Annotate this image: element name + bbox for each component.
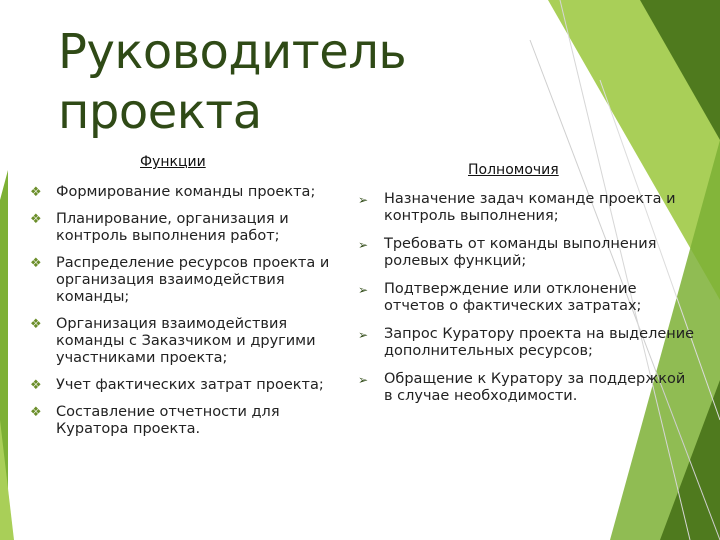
list-item [30,377,350,394]
list-item [358,281,698,315]
power-text: Подтверждение или отклонение отчетов о фактических затратах; [384,281,642,314]
diamond-bullet-icon: ❖ [30,317,42,332]
list-item [30,404,350,438]
power-text: Требовать от команды выполнения ролевых функций; [384,236,657,269]
list-item [30,184,350,201]
powers-header: Полномочия [468,162,559,178]
function-text: Составление отчетности для Куратора проекта. [56,404,280,437]
power-text: Назначение задач команде проекта и контроль выполнения; [384,191,676,224]
title-line-1: Руководитель [58,24,407,80]
diamond-bullet-icon: ❖ [30,405,42,420]
list-item [358,371,698,405]
arrow-bullet-icon: ➢ [358,373,369,387]
list-item [358,326,698,360]
function-text: Распределение ресурсов проекта и организация взаимодействия команды; [56,255,330,305]
power-text: Обращение к Куратору за поддержкой в случае необходимости. [384,371,686,404]
list-item [30,316,350,367]
list-item [358,236,698,270]
diamond-bullet-icon: ❖ [30,185,42,200]
function-text: Формирование команды проекта; [56,184,316,200]
power-text: Запрос Куратору проекта на выделение дополнительных ресурсов; [384,326,695,359]
list-item [30,255,350,306]
function-text: Планирование, организация и контроль выполнения работ; [56,211,289,244]
diamond-bullet-icon: ❖ [30,378,42,393]
list-item [30,211,350,245]
arrow-bullet-icon: ➢ [358,193,369,207]
arrow-bullet-icon: ➢ [358,283,369,297]
title-line-2: проекта [58,84,262,140]
list-item [358,191,698,225]
diamond-bullet-icon: ❖ [30,212,42,227]
arrow-bullet-icon: ➢ [358,238,369,252]
functions-header: Функции [140,154,206,170]
diamond-bullet-icon: ❖ [30,256,42,271]
functions-list [30,184,350,448]
powers-list [358,191,698,416]
slide-title [58,22,518,142]
function-text: Учет фактических затрат проекта; [56,377,324,393]
arrow-bullet-icon: ➢ [358,328,369,342]
function-text: Организация взаимодействия команды с Заказчиком и другими участниками проекта; [56,316,316,366]
